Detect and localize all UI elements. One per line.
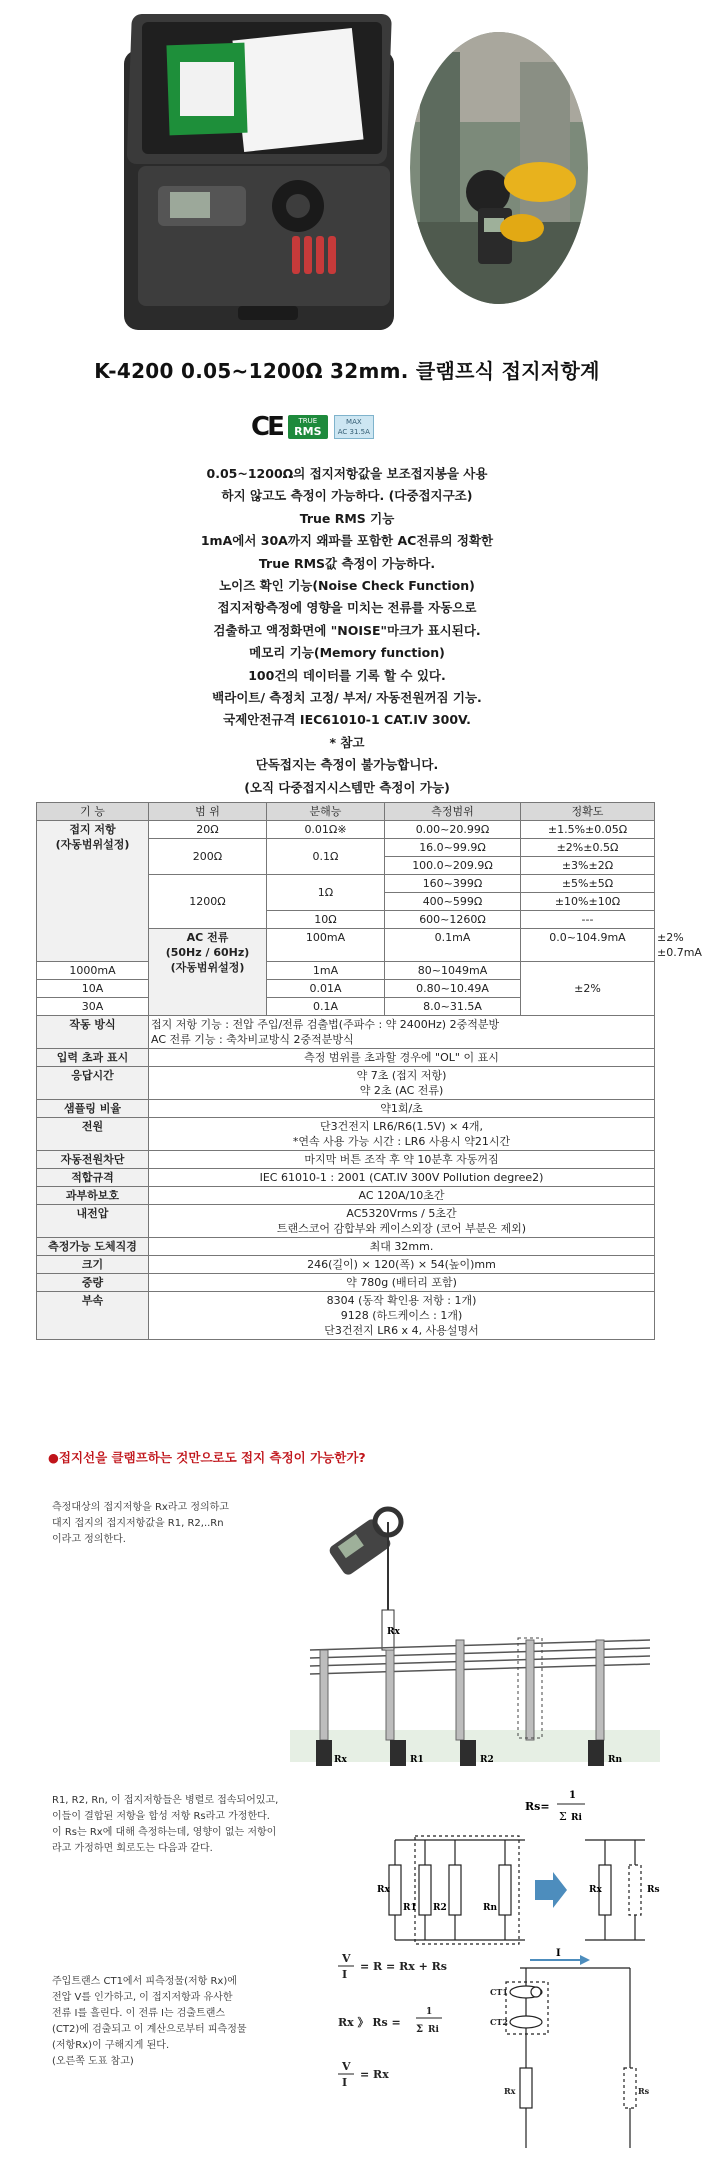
max-ac-badge: MAX AC 31.5A (334, 415, 374, 439)
table-row: 작동 방식 접지 저항 기능 : 전압 주입/전류 검출법(주파수 : 약 2400Hz) 2중적분방 AC 전류 기능 : 축차비교방식 2중적분방식 (37, 1016, 655, 1049)
svg-text:Rn: Rn (608, 1755, 623, 1765)
row-label-resistance: 접지 저항 (자동범위설정) (37, 821, 149, 962)
feature-line: (오직 다중접지시스템만 측정이 가능) (244, 779, 450, 795)
feature-line: True RMS 기능 (299, 510, 395, 526)
feature-line: 검출하고 액정화면에 "NOISE"마크가 표시된다. (213, 622, 481, 638)
svg-text:Rx: Rx (589, 1885, 602, 1895)
svg-text:V: V (342, 2060, 351, 2073)
clamp-meter-icon (327, 1509, 401, 1577)
svg-text:R1: R1 (403, 1903, 417, 1913)
svg-text:V: V (342, 1952, 351, 1965)
column-header: 기 능 (37, 803, 149, 821)
svg-text:Ri: Ri (428, 2025, 439, 2035)
column-header: 정확도 (521, 803, 655, 821)
svg-text:I: I (342, 1968, 348, 1981)
svg-text:Rx 》 Rs =: Rx 》 Rs = (338, 2016, 401, 2029)
table-row: 400~599Ω ±10%±10Ω (37, 893, 655, 911)
feature-line: 단독접지는 측정이 불가능합니다. (255, 757, 439, 773)
svg-text:Rx: Rx (387, 1627, 400, 1637)
feature-line: 국제안전규격 IEC61010-1 CAT.IV 300V. (223, 712, 471, 728)
svg-text:Σ: Σ (559, 1810, 567, 1823)
feature-line: * 참고 (329, 734, 365, 750)
svg-text:1: 1 (426, 2007, 433, 2017)
spec-table (36, 802, 702, 1340)
table-header-row (37, 803, 655, 821)
grounding-poles-diagram (290, 1500, 660, 1790)
svg-text:CT1: CT1 (490, 1987, 508, 1997)
explanation-text-1: 측정대상의 접지저항을 Rx라고 정의하고 대지 접지의 접지저항값을 R1, R2,..Rn 이라고 정의한다. (52, 1502, 229, 1545)
table-row: 내전압 AC5320Vrms / 5초간 트랜스코어 감합부와 케이스외장 (코어 부분은 제외) (37, 1205, 655, 1238)
table-row: 접지 저항 (자동범위설정) 20Ω 0.01Ω※ 0.00~20.99Ω ±1.5%±0.05Ω (37, 821, 655, 839)
svg-text:Rs: Rs (647, 1885, 660, 1895)
table-row: 입력 초과 표시 측정 범위를 초과할 경우에 "OL" 이 표시 (37, 1049, 655, 1067)
table-row: AC 전류 (50Hz / 60Hz) (자동범위설정) 100mA 0.1mA 0.0~104.9mA ±2%±0.7mA (37, 929, 655, 962)
feature-line: 노이즈 확인 기능(Noise Check Function) (219, 578, 475, 594)
table-row: 전원 단3건전지 LR6/R6(1.5V) × 4개, *연속 사용 가능 시간 : LR6 사용시 약21시간 (37, 1118, 655, 1151)
true-rms-badge: TRUE RMS (288, 415, 328, 439)
row-label-current: AC 전류 (50Hz / 60Hz) (자동범위설정) (149, 929, 267, 1016)
explanation-text-2: R1, R2, Rn, 이 접지저항들은 병렬로 접속되어있고, 이들이 결합된 저항을 합성 저항 Rs라고 가정한다. 이 Rs는 Rx에 대해 측정하는데, 영향이 없는 저항이 라고 가정하면 회로도는 다음과 같다. (52, 1795, 279, 1854)
product-title: K-4200 0.05~1200Ω 32mm. 클램프식 접지저항계 (94, 359, 600, 383)
feature-list (0, 463, 694, 799)
svg-text:I: I (342, 2076, 348, 2089)
feature-line: 0.05~1200Ω의 접지저항값을 보조접지봉을 사용 (206, 466, 488, 481)
table-row: 1200Ω 1Ω 160~399Ω ±5%±5Ω (37, 875, 655, 893)
feature-line: 백라이트/ 측정치 고정/ 부저/ 자동전원꺼짐 기능. (212, 690, 482, 706)
table-row: 크기 246(길이) × 120(폭) × 54(높이)mm (37, 1256, 655, 1274)
table-row: 샘플링 비율 약1회/초 (37, 1100, 655, 1118)
svg-text:R2: R2 (433, 1903, 447, 1913)
feature-line: 접지저항측정에 영향을 미치는 전류를 자동으로 (217, 600, 477, 616)
transformer-equation-diagram (330, 1948, 650, 2148)
feature-line: 메모리 기능(Memory function) (249, 645, 445, 661)
svg-text:Rs=: Rs= (525, 1800, 550, 1813)
svg-text:Rx: Rx (334, 1755, 347, 1765)
field-use-photo (410, 32, 588, 304)
table-row: 중량 약 780g (배터리 포함) (37, 1274, 655, 1292)
table-row: 과부하보호 AC 120A/10초간 (37, 1187, 655, 1205)
column-header: 범 위 (149, 803, 267, 821)
svg-text:= R = Rx + Rs: = R = Rx + Rs (360, 1960, 447, 1973)
hero-images (118, 10, 588, 345)
svg-text:1: 1 (569, 1790, 576, 1801)
explanation-text-3: 주입트랜스 CT1에서 피측정물(저항 Rx)에 전압 V를 인가하고, 이 접지저항과 유사한 전류 I를 흘린다. 이 전류 I는 검출트랜스 (CT2)에 검출되고 이 계산으로부터 피측정물 (저항Rx)이 구해지게 된다. (오른쪽 도표 참고) (52, 1976, 247, 2067)
svg-text:I: I (556, 1948, 561, 1959)
ce-mark-icon: CE (251, 412, 282, 442)
feature-line: True RMS값 측정이 가능하다. (258, 555, 436, 571)
svg-text:Σ: Σ (416, 2024, 424, 2035)
svg-text:Rx: Rx (504, 2086, 516, 2096)
feature-line: 100건의 데이터를 기록 할 수 있다. (248, 667, 446, 683)
feature-line: 하지 않고도 측정이 가능하다. (다중접지구조) (221, 488, 473, 504)
svg-text:R1: R1 (410, 1755, 424, 1765)
table-row: 10Ω 600~1260Ω --- (37, 911, 655, 929)
column-header: 측정범위 (385, 803, 521, 821)
certification-marks (251, 414, 374, 440)
svg-text:= Rx: = Rx (360, 2068, 389, 2081)
table-row: 응답시간 약 7초 (접지 저항) 약 2초 (AC 전류) (37, 1067, 655, 1100)
table-row: 측정가능 도체직경 최대 32mm. (37, 1238, 655, 1256)
table-row: 부속 8304 (동작 확인용 저항 : 1개) 9128 (하드케이스 : 1개) 단3건전지 LR6 x 4, 사용설명서 (37, 1292, 655, 1340)
table-row: 100.0~209.9Ω ±3%±2Ω (37, 857, 655, 875)
svg-text:Rn: Rn (483, 1903, 498, 1913)
feature-line: 1mA에서 30A까지 왜파를 포함한 AC전류의 정확한 (200, 533, 494, 549)
table-row: 30A 0.1A 8.0~31.5A (37, 998, 655, 1016)
parallel-circuit-diagram (375, 1780, 675, 1950)
svg-text:Rs: Rs (638, 2086, 650, 2096)
table-row: 적합규격 IEC 61010-1 : 2001 (CAT.IV 300V Pollution degree2) (37, 1169, 655, 1187)
svg-text:Rx: Rx (377, 1885, 390, 1895)
diagram-heading: ●접지선을 클램프하는 것만으로도 접지 측정이 가능한가? (48, 1450, 366, 1465)
table-row: 200Ω 0.1Ω 16.0~99.9Ω ±2%±0.5Ω (37, 839, 655, 857)
svg-text:Ri: Ri (571, 1813, 582, 1823)
svg-text:R2: R2 (480, 1755, 494, 1765)
table-row: 10A 0.01A 0.80~10.49A (37, 980, 655, 998)
table-row: 1000mA 1mA 80~1049mA ±2% (37, 962, 655, 980)
product-case-photo (118, 10, 408, 345)
column-header: 분해능 (267, 803, 385, 821)
svg-text:CT2: CT2 (490, 2017, 508, 2027)
table-row: 자동전원차단 마지막 버튼 조작 후 약 10분후 자동꺼짐 (37, 1151, 655, 1169)
